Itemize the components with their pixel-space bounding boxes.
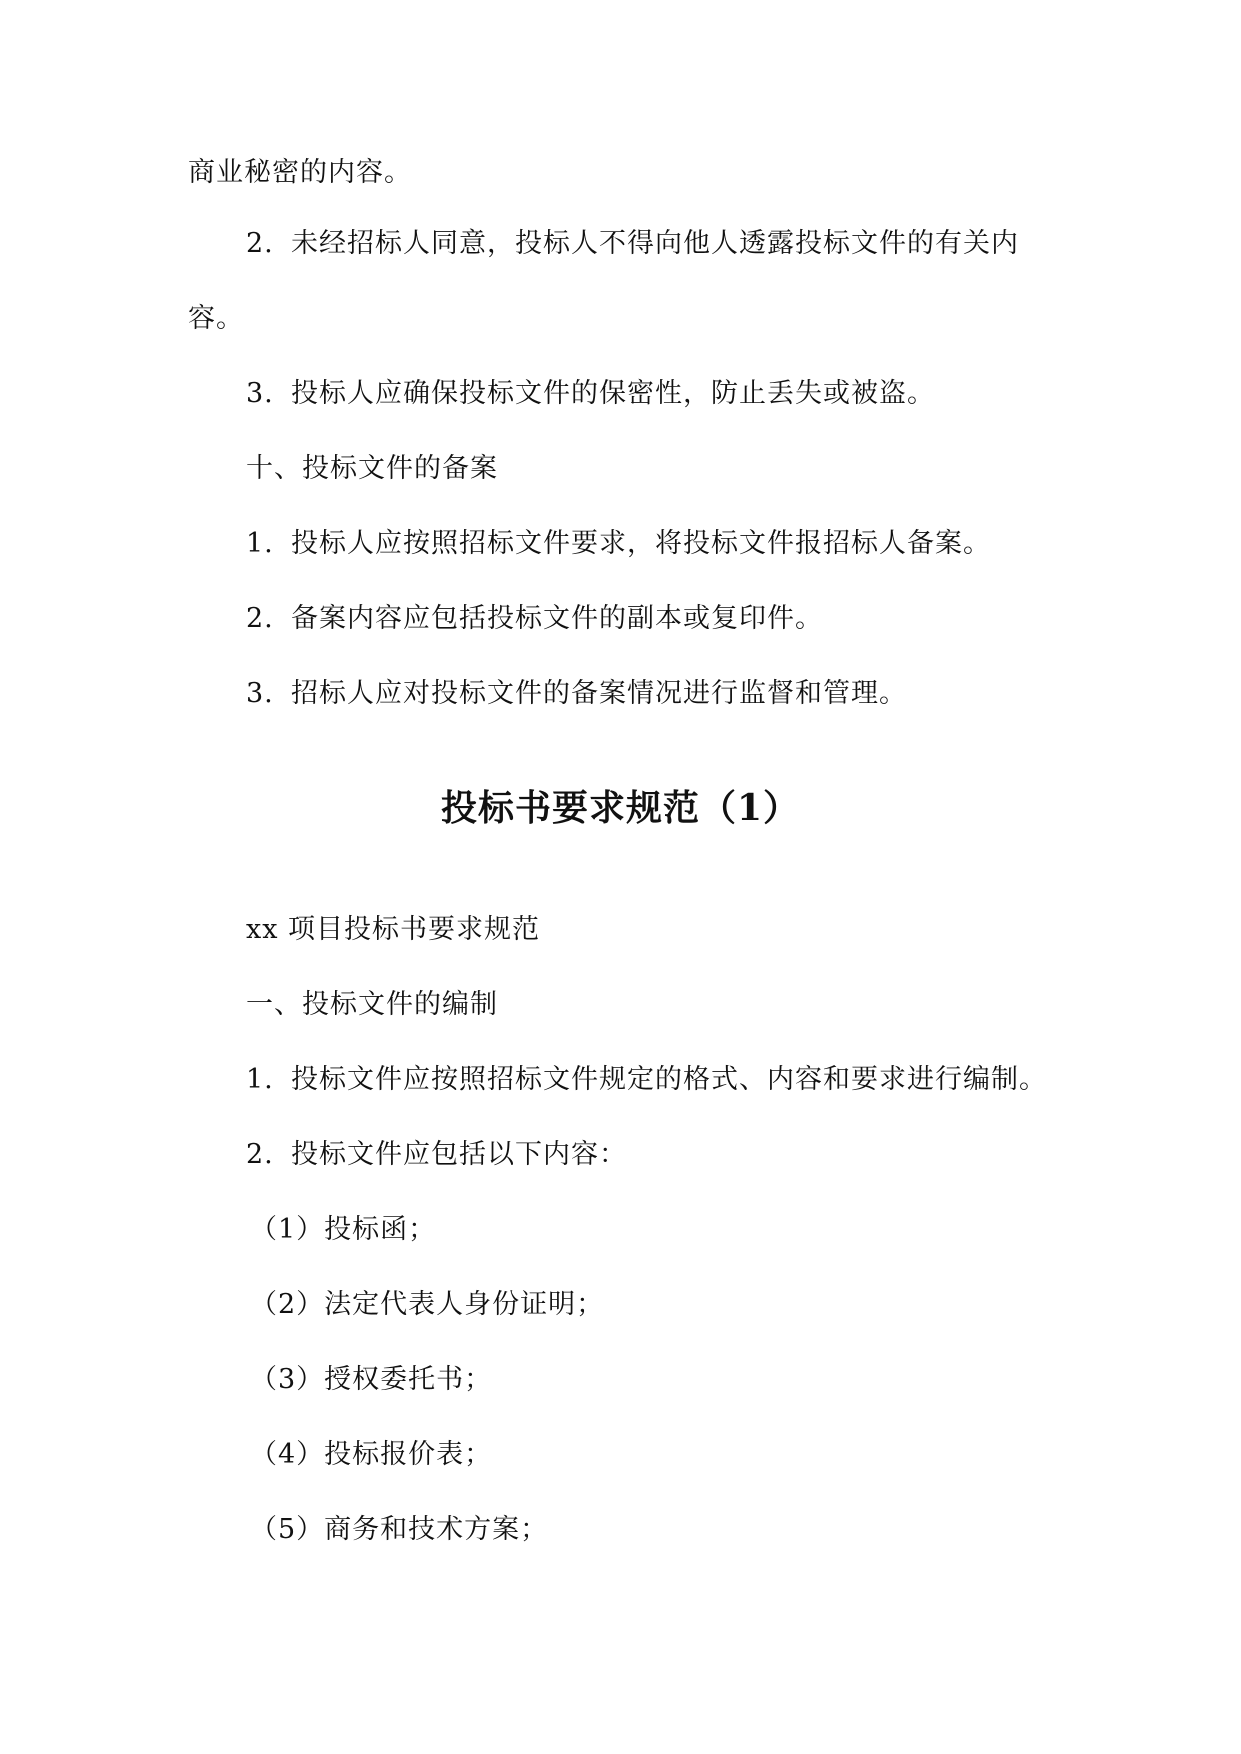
sub-item-5: （5）商务和技术方案； xyxy=(250,1514,549,1545)
list-item-text: 投标文件应包括以下内容： xyxy=(291,1139,627,1170)
sub-item-4: （4）投标报价表； xyxy=(250,1439,493,1470)
list-item-number: 2. xyxy=(246,228,274,259)
section-10-heading: 十、投标文件的备案 xyxy=(246,453,498,484)
sub-item-1: （1）投标函； xyxy=(250,1214,437,1245)
list-item-text: 投标人应按照招标文件要求，将投标文件报招标人备案。 xyxy=(291,528,991,559)
list-item-1-2 xyxy=(246,1137,627,1173)
list-item-number: 2. xyxy=(246,603,274,634)
list-item-10-1 xyxy=(246,526,991,562)
list-item-text: 未经招标人同意，投标人不得向他人透露投标文件的有关内 xyxy=(291,228,1019,259)
list-item-10-3 xyxy=(246,676,907,712)
sub-item-2: （2）法定代表人身份证明； xyxy=(250,1289,605,1320)
list-item-number: 3. xyxy=(246,678,274,709)
list-item-9-2 xyxy=(246,226,1019,262)
document-title: 投标书要求规范（1） xyxy=(440,787,801,829)
list-item-text: 备案内容应包括投标文件的副本或复印件。 xyxy=(291,603,823,634)
document-subtitle: xx 项目投标书要求规范 xyxy=(246,914,541,945)
list-item-1-1 xyxy=(246,1062,1047,1098)
list-item-text: 投标人应确保投标文件的保密性，防止丢失或被盗。 xyxy=(291,378,935,409)
section-1-heading: 一、投标文件的编制 xyxy=(246,989,498,1020)
list-item-10-2 xyxy=(246,601,823,637)
list-item-9-2-wrap: 容。 xyxy=(188,303,244,334)
list-item-text: 招标人应对投标文件的备案情况进行监督和管理。 xyxy=(291,678,907,709)
list-item-number: 3. xyxy=(246,378,274,409)
list-item-number: 2. xyxy=(246,1139,274,1170)
list-item-number: 1. xyxy=(246,528,274,559)
list-item-number: 1. xyxy=(246,1064,274,1095)
sub-item-3: （3）授权委托书； xyxy=(250,1364,493,1395)
list-item-9-3 xyxy=(246,376,935,412)
continuation-text: 商业秘密的内容。 xyxy=(188,157,412,188)
list-item-text: 投标文件应按照招标文件规定的格式、内容和要求进行编制。 xyxy=(291,1064,1047,1095)
